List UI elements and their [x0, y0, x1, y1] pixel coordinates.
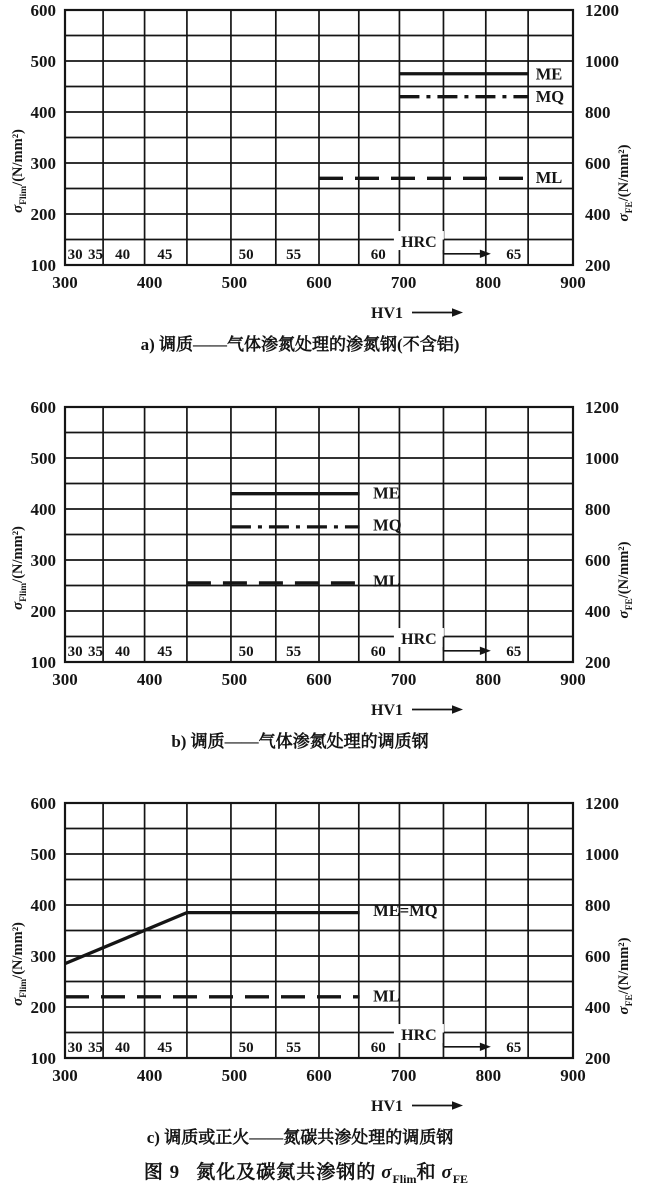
series-ME-label: ME	[373, 483, 400, 503]
hrc-value-label: 65	[506, 246, 522, 263]
sigma-subscript: FE	[624, 201, 635, 214]
hrc-value-label: 60	[370, 1039, 386, 1056]
y-left-tick: 500	[30, 449, 56, 468]
y-left-tick: 100	[30, 1049, 56, 1068]
y-right-tick: 800	[585, 896, 611, 915]
y-right-tick: 600	[585, 551, 611, 570]
hrc-value-label: 40	[115, 1039, 131, 1056]
chart-a-plot	[0, 0, 650, 330]
sigma-symbol: σ	[10, 204, 26, 213]
axis-unit: /(N/mm²)	[10, 526, 26, 583]
y-right-tick: 800	[585, 500, 611, 519]
sigma-subscript: FE	[452, 1171, 469, 1186]
axis-unit: /(N/mm²)	[616, 541, 632, 599]
hrc-value-label: 45	[157, 246, 173, 263]
y-right-tick: 600	[585, 154, 611, 173]
hrc-value-label: 55	[286, 1039, 302, 1056]
hv1-label: HV1	[371, 702, 403, 719]
y-left-tick: 100	[30, 653, 56, 672]
figure-title-and: 和	[416, 1162, 437, 1183]
x-tick: 900	[560, 670, 586, 689]
x-tick: 400	[136, 273, 163, 292]
y-left-tick: 400	[30, 103, 56, 122]
chart-a-caption: a) 调质——气体渗氮处理的渗氮钢(不含铝)	[140, 335, 460, 354]
hrc-value-label: 50	[238, 246, 254, 263]
y-left-tick: 300	[30, 154, 56, 173]
hrc-scale-label: HRC	[401, 234, 437, 252]
hrc-value-label: 30	[67, 246, 83, 263]
y-left-tick: 200	[30, 998, 56, 1017]
hv1-label: HV1	[371, 1098, 403, 1115]
y-axis-title-right	[616, 886, 638, 1066]
y-right-tick: 200	[585, 256, 611, 275]
y-left-tick: 500	[30, 845, 56, 864]
y-left-tick: 300	[30, 551, 56, 570]
axis-unit: /(N/mm²)	[616, 144, 632, 202]
y-left-tick: 600	[30, 794, 56, 813]
hrc-value-label: 45	[157, 1039, 173, 1056]
x-tick: 300	[52, 273, 78, 292]
axis-unit: /(N/mm²)	[10, 129, 26, 186]
y-right-tick: 400	[585, 602, 611, 621]
chart-c-caption: c) 调质或正火——氮碳共渗处理的调质钢	[146, 1128, 454, 1147]
y-right-tick: 400	[585, 998, 611, 1017]
x-tick: 600	[306, 273, 332, 292]
series-ML-label: ML	[373, 986, 400, 1006]
y-right-tick: 200	[585, 653, 611, 672]
x-tick: 500	[221, 1066, 248, 1085]
chart-c-area	[0, 793, 650, 1123]
x-tick: 400	[136, 1066, 163, 1085]
y-axis-title-left	[10, 478, 32, 658]
y-left-tick: 100	[30, 256, 56, 275]
sigma-symbol: σ	[10, 601, 26, 610]
hrc-scale-label: HRC	[401, 631, 437, 649]
sigma-symbol: σ	[616, 213, 632, 222]
y-right-tick: 1200	[585, 794, 619, 813]
y-left-tick: 200	[30, 602, 56, 621]
x-tick: 500	[221, 670, 248, 689]
series-ML-label: ML	[535, 167, 563, 187]
y-left-tick: 300	[30, 947, 56, 966]
sigma-symbol: σ	[616, 610, 632, 619]
chart-b-area	[0, 397, 650, 727]
y-right-tick: 200	[585, 1049, 611, 1068]
series-ME=MQ-label: ME=MQ	[373, 901, 438, 921]
hrc-value-label: 55	[286, 246, 302, 263]
figure-caption	[0, 1157, 612, 1187]
y-right-tick: 1000	[585, 449, 619, 468]
x-tick: 500	[221, 273, 248, 292]
x-tick: 300	[52, 1066, 78, 1085]
y-right-tick: 1200	[585, 398, 619, 417]
hrc-value-label: 30	[67, 1039, 83, 1056]
y-left-tick: 500	[30, 52, 56, 71]
x-tick: 800	[475, 1066, 502, 1085]
hrc-value-label: 50	[238, 1039, 254, 1056]
series-ME-label: ME	[535, 64, 563, 84]
hrc-value-label: 60	[370, 246, 386, 263]
x-tick: 700	[390, 273, 417, 292]
y-axis-title-left	[10, 874, 32, 1054]
sigma-subscript: FE	[624, 598, 635, 611]
y-right-tick: 400	[585, 205, 611, 224]
sigma-symbol: σ	[10, 997, 26, 1006]
sigma-symbol: σ	[441, 1162, 453, 1183]
sigma-symbol: σ	[616, 1006, 632, 1015]
sigma-symbol: σ	[381, 1162, 393, 1183]
x-tick: 900	[560, 273, 586, 292]
chart-b-caption: b) 调质——气体渗氮处理的调质钢	[171, 732, 429, 751]
figure-title: 氮化及碳氮共渗钢的	[196, 1162, 377, 1183]
chart-panel-c	[0, 793, 650, 1151]
y-left-tick: 400	[30, 896, 56, 915]
axis-unit: /(N/mm²)	[10, 922, 26, 979]
hrc-value-label: 65	[506, 643, 522, 660]
y-right-tick: 800	[585, 103, 611, 122]
hrc-value-label: 40	[115, 643, 131, 660]
y-left-tick: 600	[30, 1, 56, 20]
y-left-tick: 600	[30, 398, 56, 417]
axis-unit: /(N/mm²)	[616, 937, 632, 995]
x-tick: 300	[52, 670, 78, 689]
chart-c-plot	[0, 793, 650, 1123]
chart-panel-a	[0, 0, 650, 358]
y-axis-title-right	[616, 93, 638, 273]
y-axis-title-left	[10, 81, 32, 261]
x-tick: 800	[475, 670, 502, 689]
y-right-tick: 600	[585, 947, 611, 966]
hrc-value-label: 40	[115, 246, 131, 263]
figure-number: 图 9	[143, 1162, 181, 1183]
sigma-subscript: FE	[624, 994, 635, 1007]
x-tick: 600	[306, 670, 332, 689]
x-tick: 800	[475, 273, 502, 292]
y-left-tick: 400	[30, 500, 56, 519]
hrc-value-label: 45	[157, 643, 173, 660]
hrc-value-label: 55	[286, 643, 302, 660]
sigma-subscript: Flim	[18, 978, 29, 998]
y-left-tick: 200	[30, 205, 56, 224]
hrc-value-label: 30	[67, 643, 83, 660]
y-right-tick: 1000	[585, 52, 619, 71]
x-tick: 700	[390, 670, 417, 689]
y-right-tick: 1000	[585, 845, 619, 864]
hv1-label: HV1	[371, 305, 403, 322]
y-axis-title-right	[616, 490, 638, 670]
series-MQ-label: MQ	[373, 515, 402, 535]
sigma-subscript: Flim	[18, 582, 29, 602]
x-tick: 400	[136, 670, 163, 689]
hrc-value-label: 35	[87, 246, 103, 263]
hrc-scale-label: HRC	[401, 1027, 437, 1045]
hrc-value-label: 60	[370, 643, 386, 660]
hrc-value-label: 35	[87, 643, 103, 660]
chart-a-area	[0, 0, 650, 330]
series-MQ-label: MQ	[535, 87, 565, 107]
series-ML-label: ML	[373, 571, 400, 591]
hrc-value-label: 65	[506, 1039, 522, 1056]
chart-b-plot	[0, 397, 650, 727]
hrc-value-label: 35	[87, 1039, 103, 1056]
chart-panel-b	[0, 397, 650, 755]
sigma-subscript: Flim	[18, 185, 29, 205]
x-tick: 600	[306, 1066, 332, 1085]
hrc-value-label: 50	[238, 643, 254, 660]
sigma-subscript: Flim	[392, 1171, 417, 1186]
y-right-tick: 1200	[585, 1, 619, 20]
x-tick: 700	[390, 1066, 417, 1085]
x-tick: 900	[560, 1066, 586, 1085]
